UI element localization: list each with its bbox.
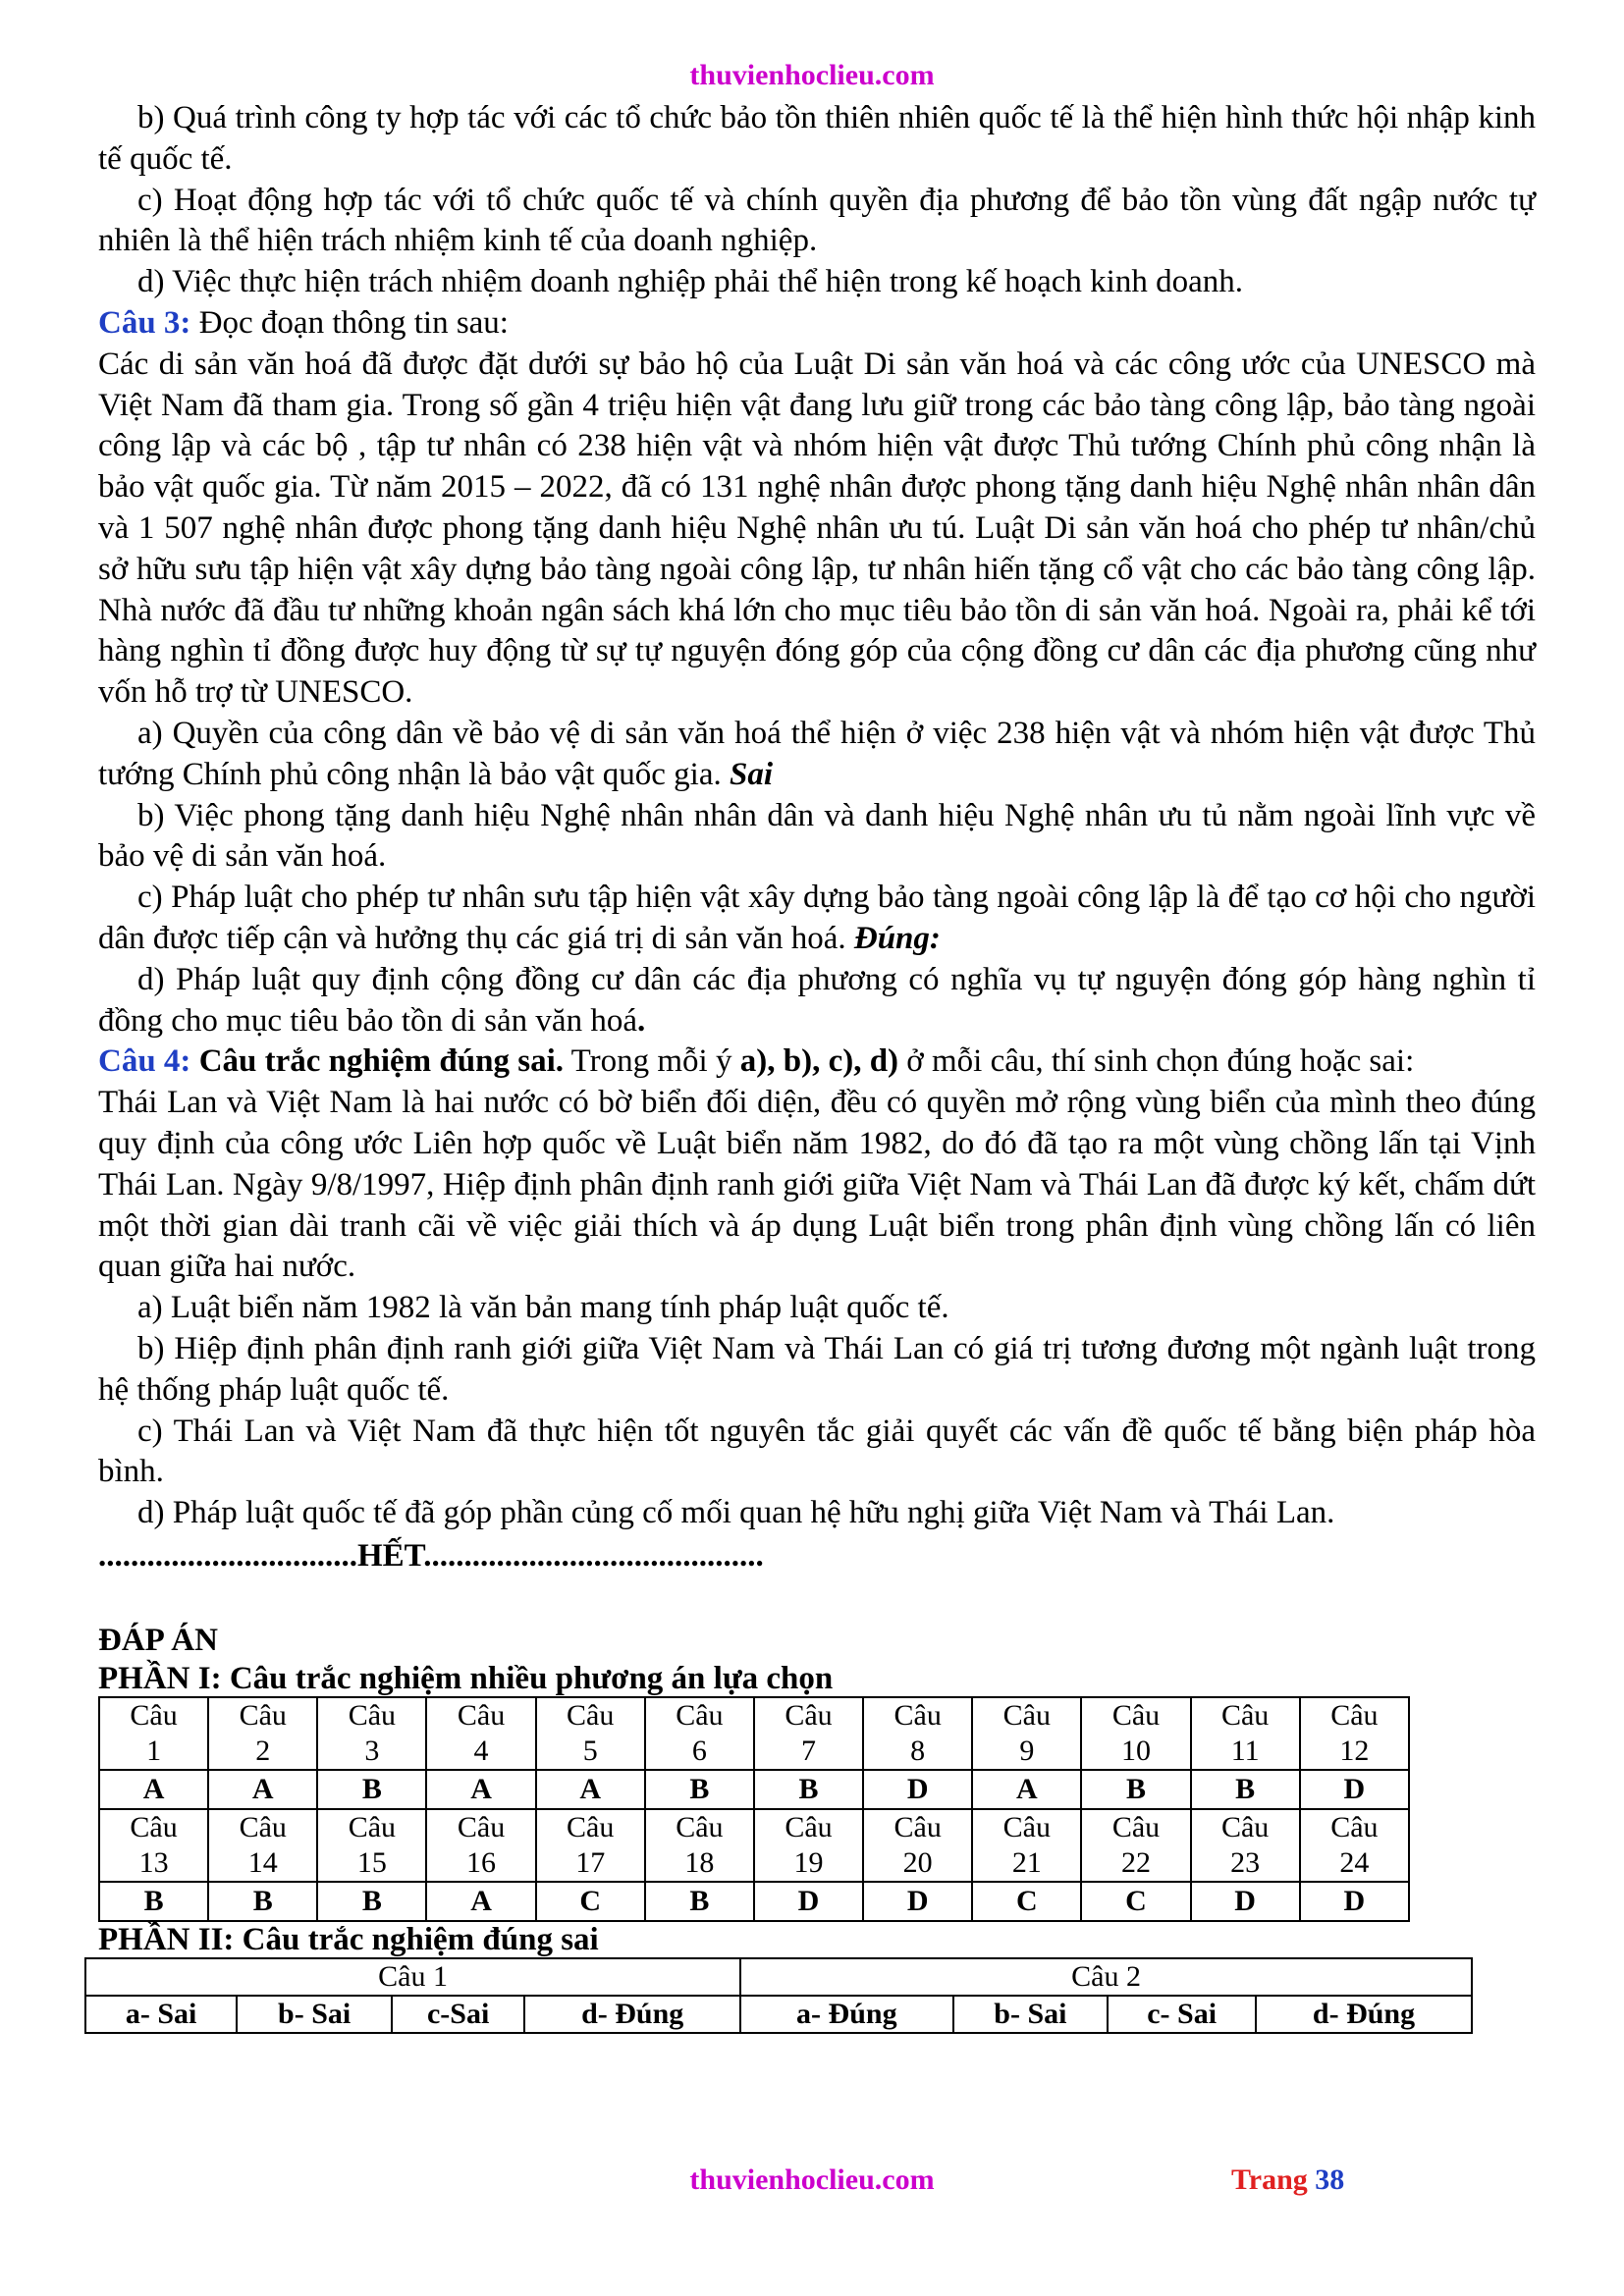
question-number: 11	[1230, 1735, 1260, 1768]
question-number-cell	[972, 1809, 1081, 1882]
question-number: 23	[1230, 1846, 1261, 1880]
question-number-cell	[972, 1697, 1081, 1770]
question-number: 19	[793, 1846, 824, 1880]
question-word: Câu	[893, 1811, 942, 1844]
paragraph: b) Quá trình công ty hợp tác với các tổ chức bảo tồn thiên nhiên quốc tế là thể hiện hình thức hội nhập kinh tế quốc tế.	[98, 100, 1536, 177]
end-separator: ................................HẾT..........................................	[98, 1537, 764, 1574]
question-4-option-c: c) Thái Lan và Việt Nam đã thực hiện tốt nguyên tắc giải quyết các vấn đề quốc tế bằng biện pháp hòa bình.	[98, 1413, 1536, 1490]
table-cell: a- Đúng	[740, 1996, 952, 2033]
question-number-cell	[863, 1697, 972, 1770]
table-header-cell: Câu 2	[740, 1958, 1472, 1996]
table-cell: d- Đúng	[524, 1996, 740, 2033]
question-3-heading	[98, 303, 1536, 345]
question-word: Câu	[348, 1699, 397, 1733]
question-number-cell	[754, 1809, 863, 1882]
answer-cell: B	[317, 1882, 426, 1921]
question-number-cell	[317, 1809, 426, 1882]
option-text: c) Pháp luật cho phép tư nhân sưu tập hiện vật xây dựng bảo tàng ngoài công lập là để tạo cơ hội cho người dân được tiếp cận và hưởng thụ các giá trị di sản văn hoá.	[98, 880, 1536, 956]
answer-cell: B	[1191, 1770, 1300, 1809]
question-number-cell	[426, 1809, 535, 1882]
question-word: Câu	[893, 1699, 942, 1733]
answer-cell: A	[426, 1770, 535, 1809]
answer-cell: A	[972, 1770, 1081, 1809]
question-number: 7	[801, 1735, 817, 1768]
question-word: Câu	[785, 1699, 833, 1733]
question-number: 15	[356, 1846, 387, 1880]
question-4-option-a: a) Luật biển năm 1982 là văn bản mang tính pháp luật quốc tế.	[137, 1290, 949, 1326]
table-cell: c- Sai	[1108, 1996, 1256, 2033]
answer-cell: D	[1191, 1882, 1300, 1921]
table-cell: c-Sai	[392, 1996, 524, 2033]
table-row	[85, 1958, 1472, 1996]
question-4-option-d: d) Pháp luật quốc tế đã góp phần củng cố mối quan hệ hữu nghị giữa Việt Nam và Thái Lan.	[137, 1495, 1335, 1531]
part-2-title: PHẦN II: Câu trắc nghiệm đúng sai	[98, 1922, 599, 1958]
part-1-answer-table	[98, 1696, 1410, 1922]
question-word: Câu	[239, 1811, 287, 1844]
question-number-cell	[426, 1697, 535, 1770]
question-3-passage: Các di sản văn hoá đã được đặt dưới sự bảo hộ của Luật Di sản văn hoá và các công ước của UNESCO mà Việt Nam đã tham gia. Trong số gần 4 triệu hiện vật đang lưu giữ trong các bảo tàng công lập, bảo tàng ngoài công lập và các bộ , tập tư nhân có 238 hiện vật và nhóm hiện vật được Thủ tướng Chính phủ công nhận là bảo vật quốc gia. Từ năm 2015 – 2022, đã có 131 nghệ nhân được phong tặng danh hiệu Nghệ nhân nhân dân và 1 507 nghệ nhân được phong tặng danh hiệu Nghệ nhân ưu tú. Luật Di sản văn hoá cho phép tư nhân/chủ sở hữu sưu tập hiện vật xây dựng bảo tàng ngoài công lập, tư nhân hiến tặng cổ vật cho các bảo tàng công lập. Nhà nước đã đầu tư những khoản ngân sách khá lớn cho mục tiêu bảo tồn di sản văn hoá. Ngoài ra, phải kể tới hàng nghìn tỉ đồng được huy động từ sự tự nguyện đóng góp của cộng đồng cư dân các địa phương cũng như vốn hỗ trợ từ UNESCO.	[98, 346, 1536, 711]
question-number-cell	[754, 1697, 863, 1770]
answer-cell: D	[1300, 1882, 1409, 1921]
question-number-cell	[208, 1809, 317, 1882]
question-4-heading	[98, 1041, 1536, 1083]
question-number: 20	[902, 1846, 933, 1880]
question-word: Câu	[1002, 1811, 1051, 1844]
question-number-cell	[99, 1809, 208, 1882]
question-number: 10	[1120, 1735, 1151, 1768]
answer-cell: A	[426, 1882, 535, 1921]
question-word: Câu	[1330, 1811, 1379, 1844]
question-4-option-b: b) Hiệp định phân định ranh giới giữa Việt Nam và Thái Lan có giá trị tương đương một ngành luật trong hệ thống pháp luật quốc tế.	[98, 1330, 1536, 1408]
question-3-option-a	[98, 714, 1536, 796]
answer-cell: B	[208, 1882, 317, 1921]
answer-cell: C	[1081, 1882, 1190, 1921]
question-label: Câu 4:	[98, 1043, 191, 1080]
question-word: Câu	[1220, 1699, 1270, 1733]
document-body	[98, 98, 1536, 2034]
question-label: Câu 3:	[98, 304, 191, 341]
answer-cell: D	[1300, 1770, 1409, 1809]
question-number: 21	[1011, 1846, 1042, 1880]
table-cell: a- Sai	[85, 1996, 237, 2033]
question-word: Câu	[457, 1811, 506, 1844]
table-row	[99, 1809, 1409, 1882]
question-intro: Đọc đoạn thông tin sau:	[190, 304, 509, 341]
question-number: 3	[364, 1735, 380, 1768]
question-intro: ở mỗi câu, thí sinh chọn đúng hoặc sai:	[898, 1043, 1415, 1080]
question-number: 8	[910, 1735, 926, 1768]
question-number-cell	[645, 1697, 754, 1770]
question-number-cell	[536, 1697, 645, 1770]
question-number-cell	[317, 1697, 426, 1770]
page-label: Trang	[1231, 2163, 1316, 2196]
question-number: 22	[1120, 1846, 1151, 1880]
answer-cell: B	[645, 1882, 754, 1921]
table-row	[85, 1996, 1472, 2033]
answer-cell: A	[536, 1770, 645, 1809]
table-cell: b- Sai	[237, 1996, 392, 2033]
question-options: a), b), c), d)	[739, 1043, 899, 1080]
question-number-cell	[1300, 1697, 1409, 1770]
option-answer: Sai	[729, 756, 773, 792]
footer-site: thuvienhoclieu.com	[689, 2163, 935, 2196]
question-word: Câu	[1002, 1699, 1051, 1733]
table-header-cell: Câu 1	[85, 1958, 740, 1996]
paragraph: c) Hoạt động hợp tác với tổ chức quốc tế và chính quyền địa phương để bảo tồn vùng đất ngập nước tự nhiên là thể hiện trách nhiệm kinh tế của doanh nghiệp.	[98, 182, 1536, 259]
question-number: 12	[1339, 1735, 1370, 1768]
question-type: Câu trắc nghiệm đúng sai.	[190, 1043, 564, 1080]
option-end: .	[636, 1002, 646, 1039]
question-number: 17	[575, 1846, 606, 1880]
question-number-cell	[863, 1809, 972, 1882]
question-number-cell	[1081, 1697, 1190, 1770]
question-number: 24	[1339, 1846, 1370, 1880]
question-number: 14	[247, 1846, 278, 1880]
question-word: Câu	[1111, 1699, 1161, 1733]
question-word: Câu	[348, 1811, 397, 1844]
question-number-cell	[1191, 1697, 1300, 1770]
answer-cell: A	[208, 1770, 317, 1809]
question-number: 2	[255, 1735, 271, 1768]
question-number-cell	[208, 1697, 317, 1770]
question-number: 16	[466, 1846, 497, 1880]
answer-cell: A	[99, 1770, 208, 1809]
question-word: Câu	[1330, 1699, 1379, 1733]
answer-cell: B	[645, 1770, 754, 1809]
answer-cell: B	[99, 1882, 208, 1921]
paragraph: d) Việc thực hiện trách nhiệm doanh nghiệp phải thể hiện trong kế hoạch kinh doanh.	[137, 264, 1243, 300]
table-cell: b- Sai	[953, 1996, 1109, 2033]
table-row	[99, 1770, 1409, 1809]
part-1-title: PHẦN I: Câu trắc nghiệm nhiều phương án lựa chọn	[98, 1661, 834, 1697]
table-row	[99, 1882, 1409, 1921]
question-3-option-d	[98, 960, 1536, 1042]
question-number-cell	[1191, 1809, 1300, 1882]
question-word: Câu	[457, 1699, 506, 1733]
option-text: a) Quyền của công dân về bảo vệ di sản văn hoá thể hiện ở việc 238 hiện vật và nhóm hiện vật được Thủ tướng Chính phủ công nhận là bảo vật quốc gia.	[98, 715, 1536, 792]
answer-key-title: ĐÁP ÁN	[98, 1622, 218, 1658]
question-word: Câu	[239, 1699, 287, 1733]
question-4-passage: Thái Lan và Việt Nam là hai nước có bờ biển đối diện, đều có quyền mở rộng vùng biển của mình theo đúng quy định của công ước Liên hợp quốc về Luật biển năm 1982, do đó đã tạo ra một vùng chồng lấn tại Vịnh Thái Lan. Ngày 9/8/1997, Hiệp định phân định ranh giới giữa Việt Nam và Thái Lan đã được ký kết, chấm dứt một thời gian dài tranh cãi về việc giải thích và áp dụng Luật biển trong phân định vùng chồng lấn có liên quan giữa hai nước.	[98, 1085, 1536, 1285]
answer-cell: B	[317, 1770, 426, 1809]
question-word: Câu	[130, 1699, 178, 1733]
answer-cell: D	[754, 1882, 863, 1921]
answer-cell: C	[972, 1882, 1081, 1921]
question-number: 13	[138, 1846, 169, 1880]
question-number: 4	[473, 1735, 489, 1768]
question-3-option-b: b) Việc phong tặng danh hiệu Nghệ nhân nhân dân và danh hiệu Nghệ nhân ưu tủ nằm ngoài lĩnh vực về bảo vệ di sản văn hoá.	[98, 797, 1536, 875]
answer-cell: C	[536, 1882, 645, 1921]
question-number-cell	[645, 1809, 754, 1882]
question-word: Câu	[785, 1811, 833, 1844]
answer-cell: D	[863, 1770, 972, 1809]
header-site: thuvienhoclieu.com	[689, 59, 935, 91]
question-intro: Trong mỗi ý	[564, 1043, 740, 1080]
question-word: Câu	[567, 1699, 615, 1733]
question-word: Câu	[567, 1811, 615, 1844]
answer-cell: B	[1081, 1770, 1190, 1809]
question-number: 5	[582, 1735, 598, 1768]
question-word: Câu	[1111, 1811, 1161, 1844]
question-number: 18	[684, 1846, 715, 1880]
part-2-answer-table	[84, 1957, 1473, 2034]
page-num: 38	[1315, 2163, 1345, 2196]
question-number-cell	[536, 1809, 645, 1882]
question-number: 9	[1019, 1735, 1035, 1768]
answer-cell: D	[863, 1882, 972, 1921]
question-number-cell	[1300, 1809, 1409, 1882]
question-word: Câu	[130, 1811, 178, 1844]
question-word: Câu	[676, 1699, 724, 1733]
question-word: Câu	[1220, 1811, 1270, 1844]
table-cell: d- Đúng	[1256, 1996, 1472, 2033]
question-word: Câu	[676, 1811, 724, 1844]
option-answer: Đúng:	[853, 920, 941, 956]
answer-cell: B	[754, 1770, 863, 1809]
question-number-cell	[99, 1697, 208, 1770]
question-number: 6	[691, 1735, 707, 1768]
option-text: d) Pháp luật quy định cộng đồng cư dân các địa phương có nghĩa vụ tự nguyện đóng góp hàng nghìn tỉ đồng cho mục tiêu bảo tồn di sản văn hoá	[98, 961, 1536, 1039]
question-3-option-c	[98, 878, 1536, 960]
question-number-cell	[1081, 1809, 1190, 1882]
table-row	[99, 1697, 1409, 1770]
question-number: 1	[146, 1735, 162, 1768]
page-number	[1231, 2163, 1344, 2197]
